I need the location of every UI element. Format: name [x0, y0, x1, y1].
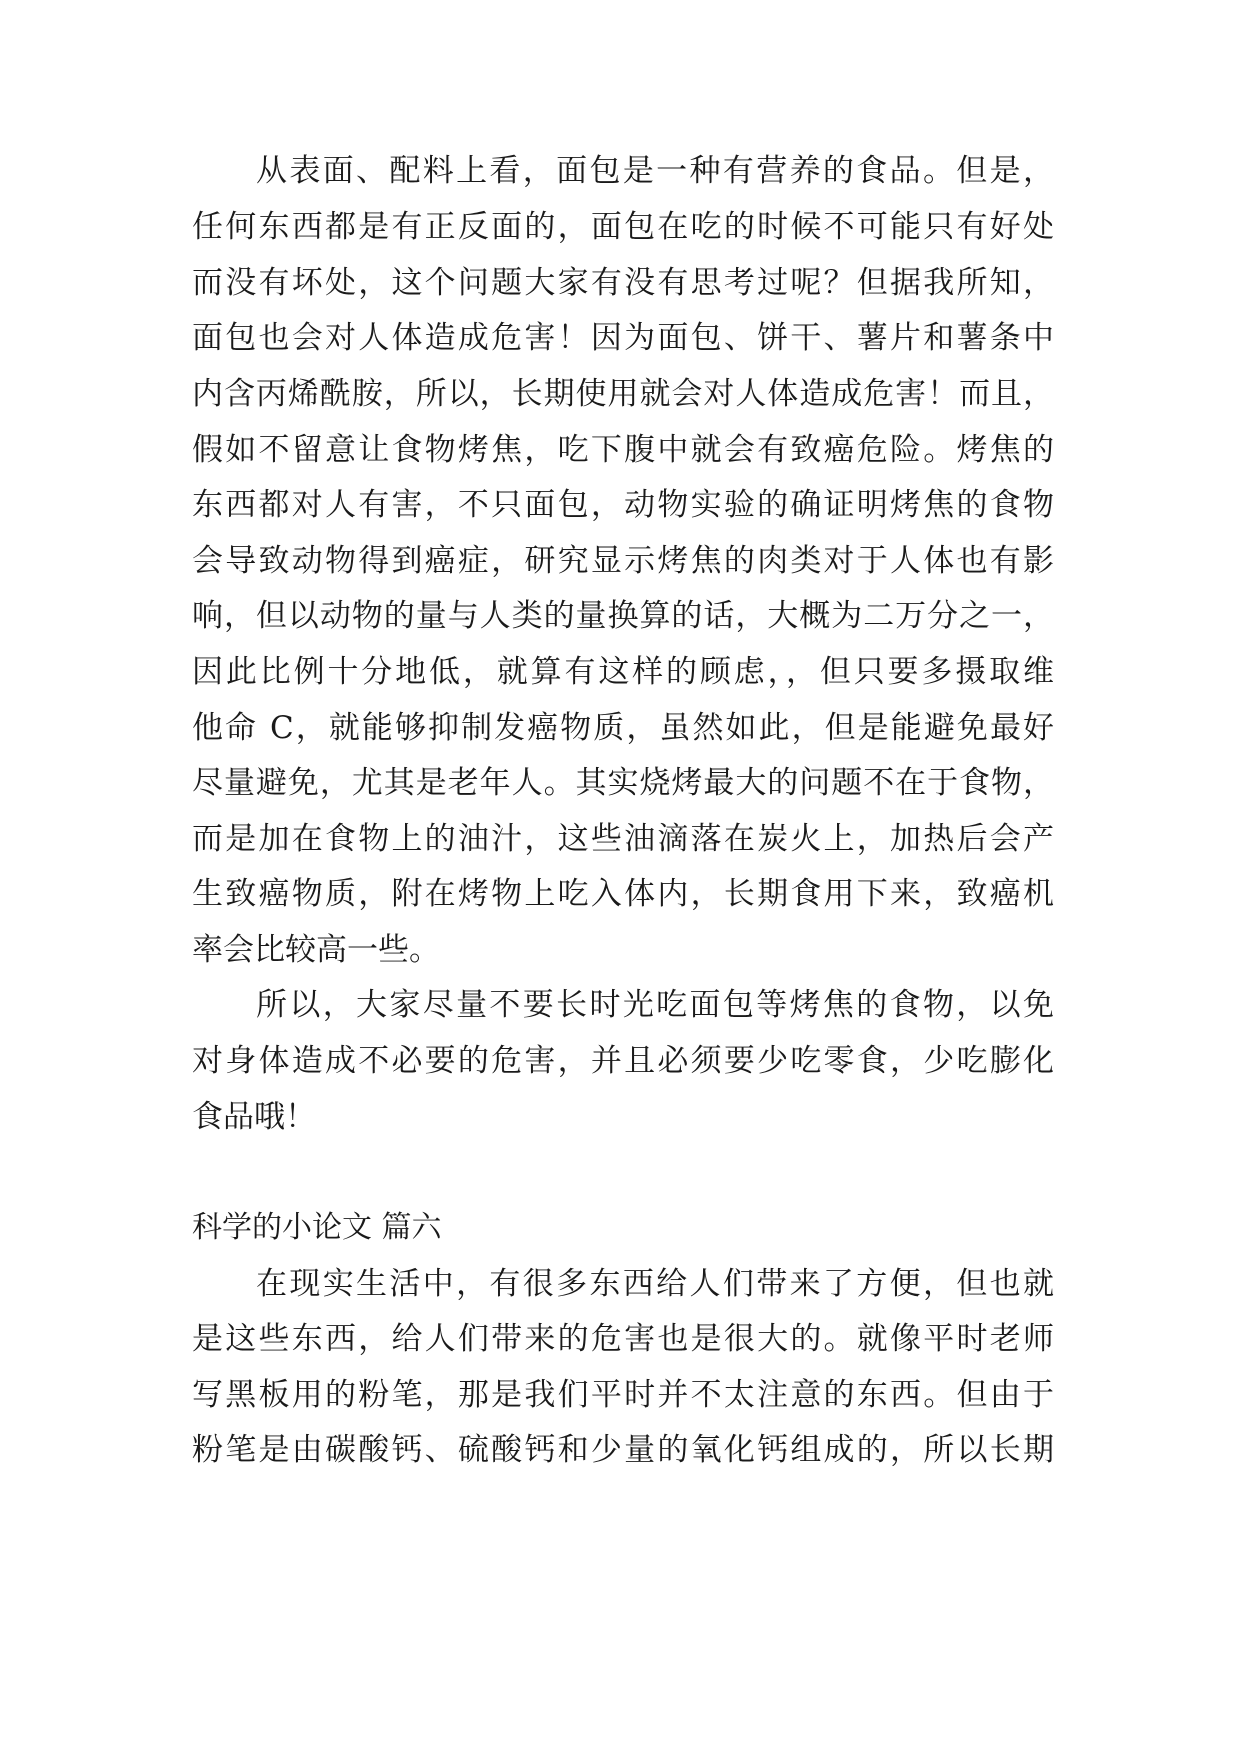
- paragraph-3-line-1: 在现实生活中，有很多东西给人们带来了方便，但也就: [256, 1266, 1054, 1302]
- paragraph-1-line-14: 生致癌物质，附在烤物上吃入体内，长期食用下来，致癌机: [192, 876, 1054, 912]
- paragraph-3-line-3: 写黑板用的粉笔，那是我们平时并不太注意的东西。但由于: [192, 1377, 1054, 1413]
- paragraph-1-line-6: 假如不留意让食物烤焦，吃下腹中就会有致癌危险。烤焦的: [192, 432, 1054, 468]
- paragraph-1-line-3: 而没有坏处，这个问题大家有没有思考过呢？但据我所知，: [192, 265, 1054, 301]
- paragraph-1-line-10: 因此比例十分地低，就算有这样的顾虑，，但只要多摄取维: [192, 654, 1054, 690]
- paragraph-1-line-1: 从表面、配料上看，面包是一种有营养的食品。但是，: [256, 153, 1054, 189]
- paragraph-2-line-2: 对身体造成不必要的危害，并且必须要少吃零食，少吃膨化: [192, 1043, 1054, 1079]
- paragraph-2-line-3: 食品哦！: [192, 1099, 316, 1135]
- paragraph-1-line-8: 会导致动物得到癌症，研究显示烤焦的肉类对于人体也有影: [192, 543, 1054, 579]
- paragraph-1-line-7: 东西都对人有害，不只面包，动物实验的确证明烤焦的食物: [192, 487, 1054, 523]
- paragraph-1-line-2: 任何东西都是有正反面的，面包在吃的时候不可能只有好处: [192, 209, 1054, 245]
- paragraph-1-line-11: 他命 C，就能够抑制发癌物质，虽然如此，但是能避免最好: [192, 710, 1054, 746]
- paragraph-1-line-5: 内含丙烯酰胺，所以，长期使用就会对人体造成危害！而且，: [192, 376, 1054, 412]
- paragraph-1-line-12: 尽量避免，尤其是老年人。其实烧烤最大的问题不在于食物，: [192, 765, 1054, 801]
- paragraph-1-line-9: 响，但以动物的量与人类的量换算的话，大概为二万分之一，: [192, 598, 1054, 634]
- paragraph-3-line-2: 是这些东西，给人们带来的危害也是很大的。就像平时老师: [192, 1321, 1054, 1357]
- paragraph-3-line-4: 粉笔是由碳酸钙、硫酸钙和少量的氧化钙组成的，所以长期: [192, 1432, 1054, 1468]
- paragraph-1-line-13: 而是加在食物上的油汁，这些油滴落在炭火上，加热后会产: [192, 821, 1054, 857]
- section-heading: 科学的小论文 篇六: [192, 1210, 442, 1245]
- paragraph-1-line-4: 面包也会对人体造成危害！因为面包、饼干、薯片和薯条中: [192, 320, 1054, 356]
- paragraph-2-line-1: 所以，大家尽量不要长时光吃面包等烤焦的食物，以免: [256, 987, 1054, 1023]
- paragraph-1-line-15: 率会比较高一些。: [192, 932, 440, 968]
